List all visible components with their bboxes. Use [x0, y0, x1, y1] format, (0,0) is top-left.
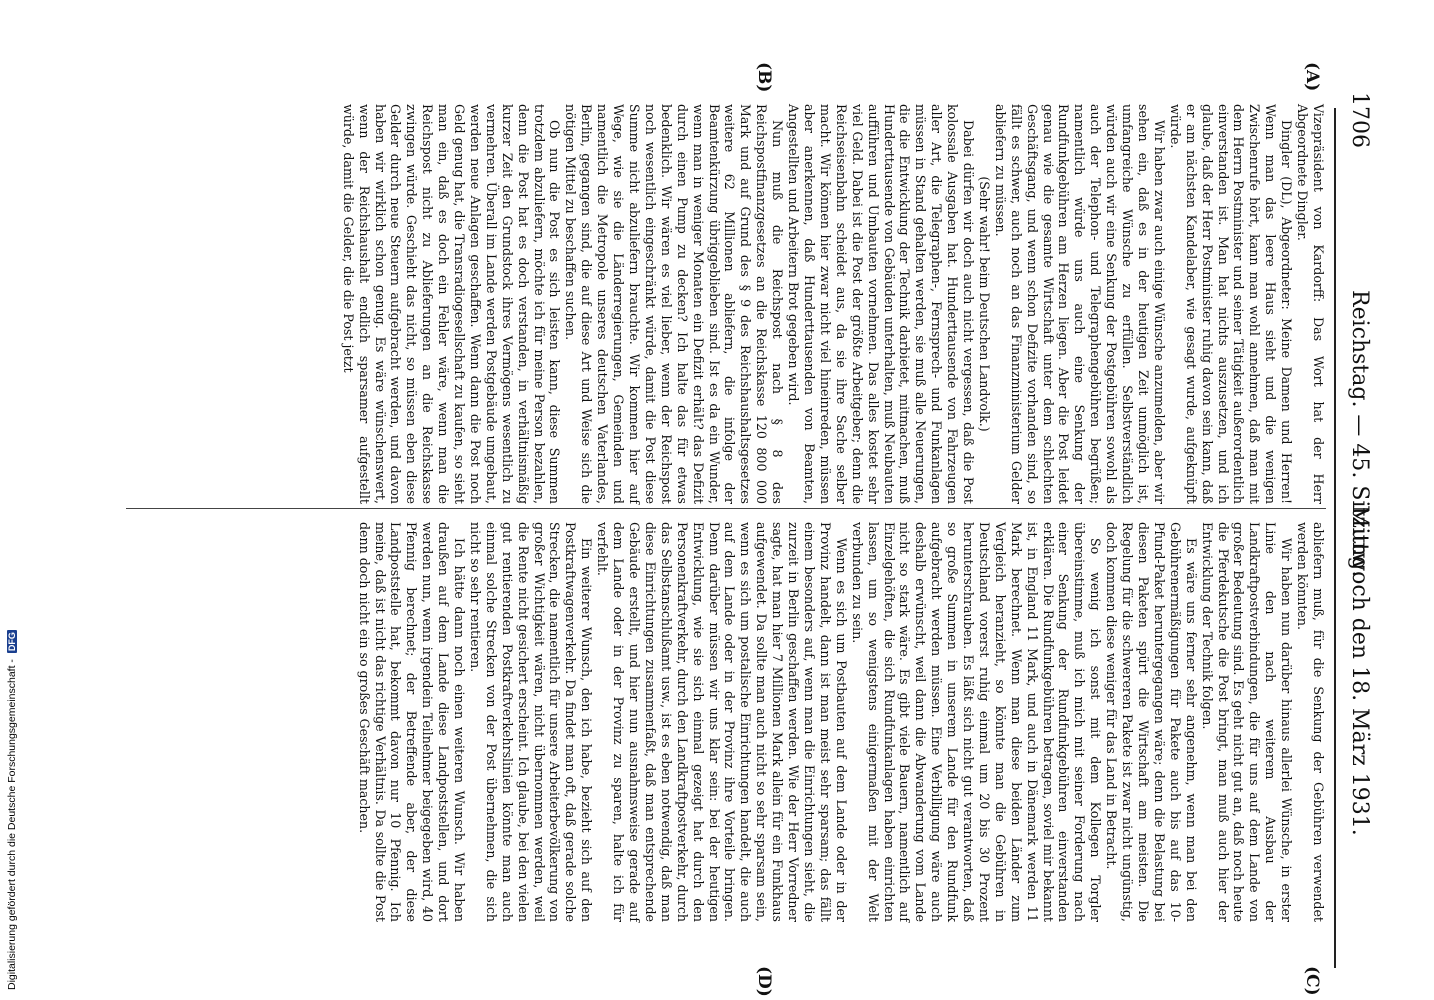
paragraph: Wenn es sich um Postbauten auf dem Lande oder in der Provinz handelt, dann ist man meist sehr sparsam; das fällt einem besonders auf, wenn man die Einrichtungen sieht, die zurzeit in Berlin geschaffen werden. Wie der Herr Vorredner sagte, hat man hier 7 Millionen Mark allein für ein Funkhaus aufgewendet. Da sollte man auch nicht so sehr sparsam sein, wenn es sich um postalische Einrichtungen handelt, die auch auf dem Lande oder in der Provinz ihre Vorteile bringen. Denn darüber müssen wir uns klar sein: bei der heutigen Entwicklung, wie sie sich einmal gezeigt hat durch den Personenkraftverkehr, durch den Landkraftpostverkehr, durch das Selbstanschlußamt usw., ist es eben notwendig, daß man diese Einrichtungen zusammenfaßt, daß man entsprechende Gebäude erstellt, und hier nun ausnahmsweise gerade auf dem Lande oder in der Provinz zu sparen, halte ich für verfehlt. — [595, 522, 849, 922]
right-column — [356, 522, 1326, 922]
column-divider — [126, 508, 1326, 509]
margin-marker-b: (B) — [754, 62, 774, 93]
interjection: (Sehr wahr! beim Deutschen Landvolk.) — [976, 176, 992, 432]
paragraph: abliefern muß, für die Senkung der Gebühren verwendet werden könnten. — [1295, 522, 1326, 922]
paragraph: So wenig ich sonst mit dem Kollegen Torgler übereinstimme, muß ich mich mit seiner Forderung nach einer Senkung der Rundfunkgebühren einverstanden erklären. Die Rundfunkgebühren betragen, soviel mir bekannt ist, in England 11 Mark, und auch in Dänemark werden 11 Mark berechnet. Wenn man diese beiden Länder zum Vergleich heranzieht, so könnte man die Gebühren in Deutschland vorerst ruhig einmal um 20 bis 30 Prozent herunterschrauben. Es läßt sich nicht gut verantworten, daß so große Summen in unserem Lande für den Rundfunk aufgebracht werden müssen. Eine Verbilligung wäre auch deshalb erwünscht, weil dann die Abwanderung vom Lande nicht so stark wäre. Es gibt viele Bauern, namentlich auf Einzelgehöften, die sich Rundfunkanlagen haben einrichten lassen, um so wenigstens einigermaßen mit der Welt verbunden zu sein. — [849, 522, 1104, 922]
paragraph: Ich hätte dann noch einen weiteren Wunsch. Wir haben draußen auf dem Lande diese Landpoststellen, und dort werden nun, wenn irgendein Teilnehmer beigegeben wird, 40 Pfennig berechnet; der Betreffende aber, der diese Landpoststelle hat, bekommt davon nur 10 Pfennig. Ich meine, daß ist nicht das richtige Verhältnis. Da sollte die Post denn doch nicht ein so großes Geschäft machen. — [356, 522, 468, 922]
session-date: Mittwoch den 18. März 1931. — [1347, 505, 1372, 836]
paragraph: Wir haben zwar auch einige Wünsche anzumelden, aber wir sehen ein, daß es in der heutigen Zeit unmöglich ist, umfangreiche Wünsche zu erfüllen. Selbstverständlich würden auch wir eine Senkung der Postgebühren sowohl als auch der Telephon- und Telegraphengebühren begrüßen; namentlich würde uns auch eine Senkung der Rundfunkgebühren am Herzen liegen. Aber die Post leidet genau wie die gesamte Wirtschaft unter dem schlechten Geschäftsgang, und wenn schon Defizite vorhanden sind, so fällt es schwer, auch noch an das Finanzministerium Gelder abliefern zu müssen. — [992, 104, 1167, 504]
paragraph: Vizepräsident von Kardorff: Das Wort hat der Herr Abgeordnete Dingler. — [1295, 104, 1326, 504]
left-column — [340, 104, 1326, 504]
paragraph: Nun muß die Reichspost nach § 8 des Reichspostfinanzgesetzes an die Reichskasse 120 800 000 Mark und auf Grund des § 9 des Reichshaushaltsgesetzes weitere 62 Millionen abliefern, die infolge der Beamtenkürzung übriggeblieben sind. Ist es da ein Wunder, wenn man in weniger Monaten ein Defizit erhält? das Defizit durch einen Pump zu decken? Ich halte das für etwas bedenklich. Wir wären es viel lieber, wenn der Reichspost noch wesentlich eingeschränkt würde, damit die Post diese Summe nicht abzuliefern brauchte. Wir kommen hier auf Wege, wie sie die Länderregierungen, Gemeinden und namentlich die Metropole unseres deutschen Vaterlandes, Berlin, gegangen sind, die auf diese Art und Weise sich die nötigen Mittel zu beschaffen suchen. — [563, 104, 786, 504]
session-title: Reichstag. — 45. Sitzung. — [1347, 290, 1372, 578]
paragraph: Wir haben nun darüber hinaus allerlei Wünsche, in erster Linie den nach weiterem Ausbau der Landkraftpostverbindungen, die für uns auf dem Lande von großer Bedeutung sind. Es geht nicht gut an, daß noch heute die Pferdekutsche die Post bringt, man muß auch hier der Entwicklung der Technik folgen. — [1199, 522, 1295, 922]
paragraph: Dingler (DL), Abgeordneter: Meine Damen und Herren! Wenn man das leere Haus sieht und die wenigen Zwischenrufe hört, kann man wohl annehmen, daß man mit dem Herrn Postminister und seiner Tätigkeit außerordentlich einverstanden ist. Man hat nichts auszusetzen, und ich glaube, daß der Herr Postminister ruhig davon sein kann, daß er am nächsten Kandelaber, wie gesagt wurde, aufgeknüpft würde. — [1167, 104, 1295, 504]
margin-marker-a: (A) — [1302, 62, 1322, 92]
margin-marker-d: (D) — [754, 966, 774, 997]
paragraph: Es wäre uns ferner sehr angenehm, wenn man bei den Gebührenermäßigungen für Pakete auch bis auf das 10-Pfund-Paket heruntergegangen wäre; denn die Belastung bei diesen Paketen spürt die Wirtschaft am meisten. Die Regelung für die schwereren Pakete ist zwar nicht ungünstig, doch kommen diese weniger für das Land in Betracht. — [1104, 522, 1199, 922]
paragraph: Dabei dürfen wir doch auch nicht vergessen, daß die Post kolossale Ausgaben hat. Hunderttausende von Fahrzeugen aller Art, die Telegraphen-, Fernsprech- und Funkanlagen müssen in Stand gehalten werden, sie muß alle Neuerungen, die die Entwicklung der Technik darbietet, mitmachen, muß Hunderttausende von Gebäuden unterhalten, muß Neubauten aufführen und Umbauten vornehmen. Das alles kostet sehr viel Geld. Dabei ist die Post der größte Arbeitgeber; denn die Reichseisenbahn scheidet aus, da sie ihre Sache selber macht. Wir können hier zwar nicht viel hineinreden, müssen aber anerkennen, daß Hunderttausenden von Beamten, Angestellten und Arbeitern Brot gegeben wird. — [786, 104, 977, 504]
page-header — [1336, 0, 1376, 1000]
header-rule — [1334, 108, 1336, 968]
digitization-credit — [6, 630, 18, 990]
paragraph: Ob nun die Post es sich leisten kann, diese Summen trotzdem abzuliefern, möchte ich für meine Person bezahlen, denn die Post hat es doch verstanden, in verhältnismäßig kurzer Zeit den Grundstock ihres Vermögens wesentlich zu vermehren. Überall im Lande werden Postgebäude umgebaut, werden neue Anlagen geschaffen. Wenn dann die Post noch Geld genug hat, die Transradiogesellschaft zu kaufen, so sieht man ein, daß es doch ein Fehler wäre, wenn man die Reichspost nicht zu Ablieferungen an die Reichskasse zwingen würde. Geschieht das nicht, so müssen eben diese Gelder durch neue Steuern aufgebracht werden, und davon haben wir wirklich schon genug. Es wäre wünschenswert, wenn der Reichshaushalt endlich sparsamer aufgestellt würde, damit die Gelder, die die Post jetzt — [340, 104, 563, 504]
credit-text: Digitalisierung gefördert durch die Deutsche Forschungsgemeinschaft - — [6, 659, 18, 990]
dfg-logo: DFG — [7, 632, 17, 652]
margin-marker-c: (C) — [1302, 966, 1322, 996]
paragraph: Ein weiterer Wunsch, den ich habe, bezieht sich auf den Postkraftwagenverkehr. Da findet man oft, daß gerade solche Strecken, die namentlich für unsere Arbeiterbevölkerung von großer Wichtigkeit wären, nicht übernommen werden, weil die Rente nicht gesichert erscheint. Ich glaube, bei den vielen gut rentierenden Postkraftverkehrslinien könnte man auch einmal solche Strecken von der Post übernehmen, die sich nicht so sehr rentieren. — [467, 522, 595, 922]
page-number: 1706 — [1347, 92, 1372, 148]
